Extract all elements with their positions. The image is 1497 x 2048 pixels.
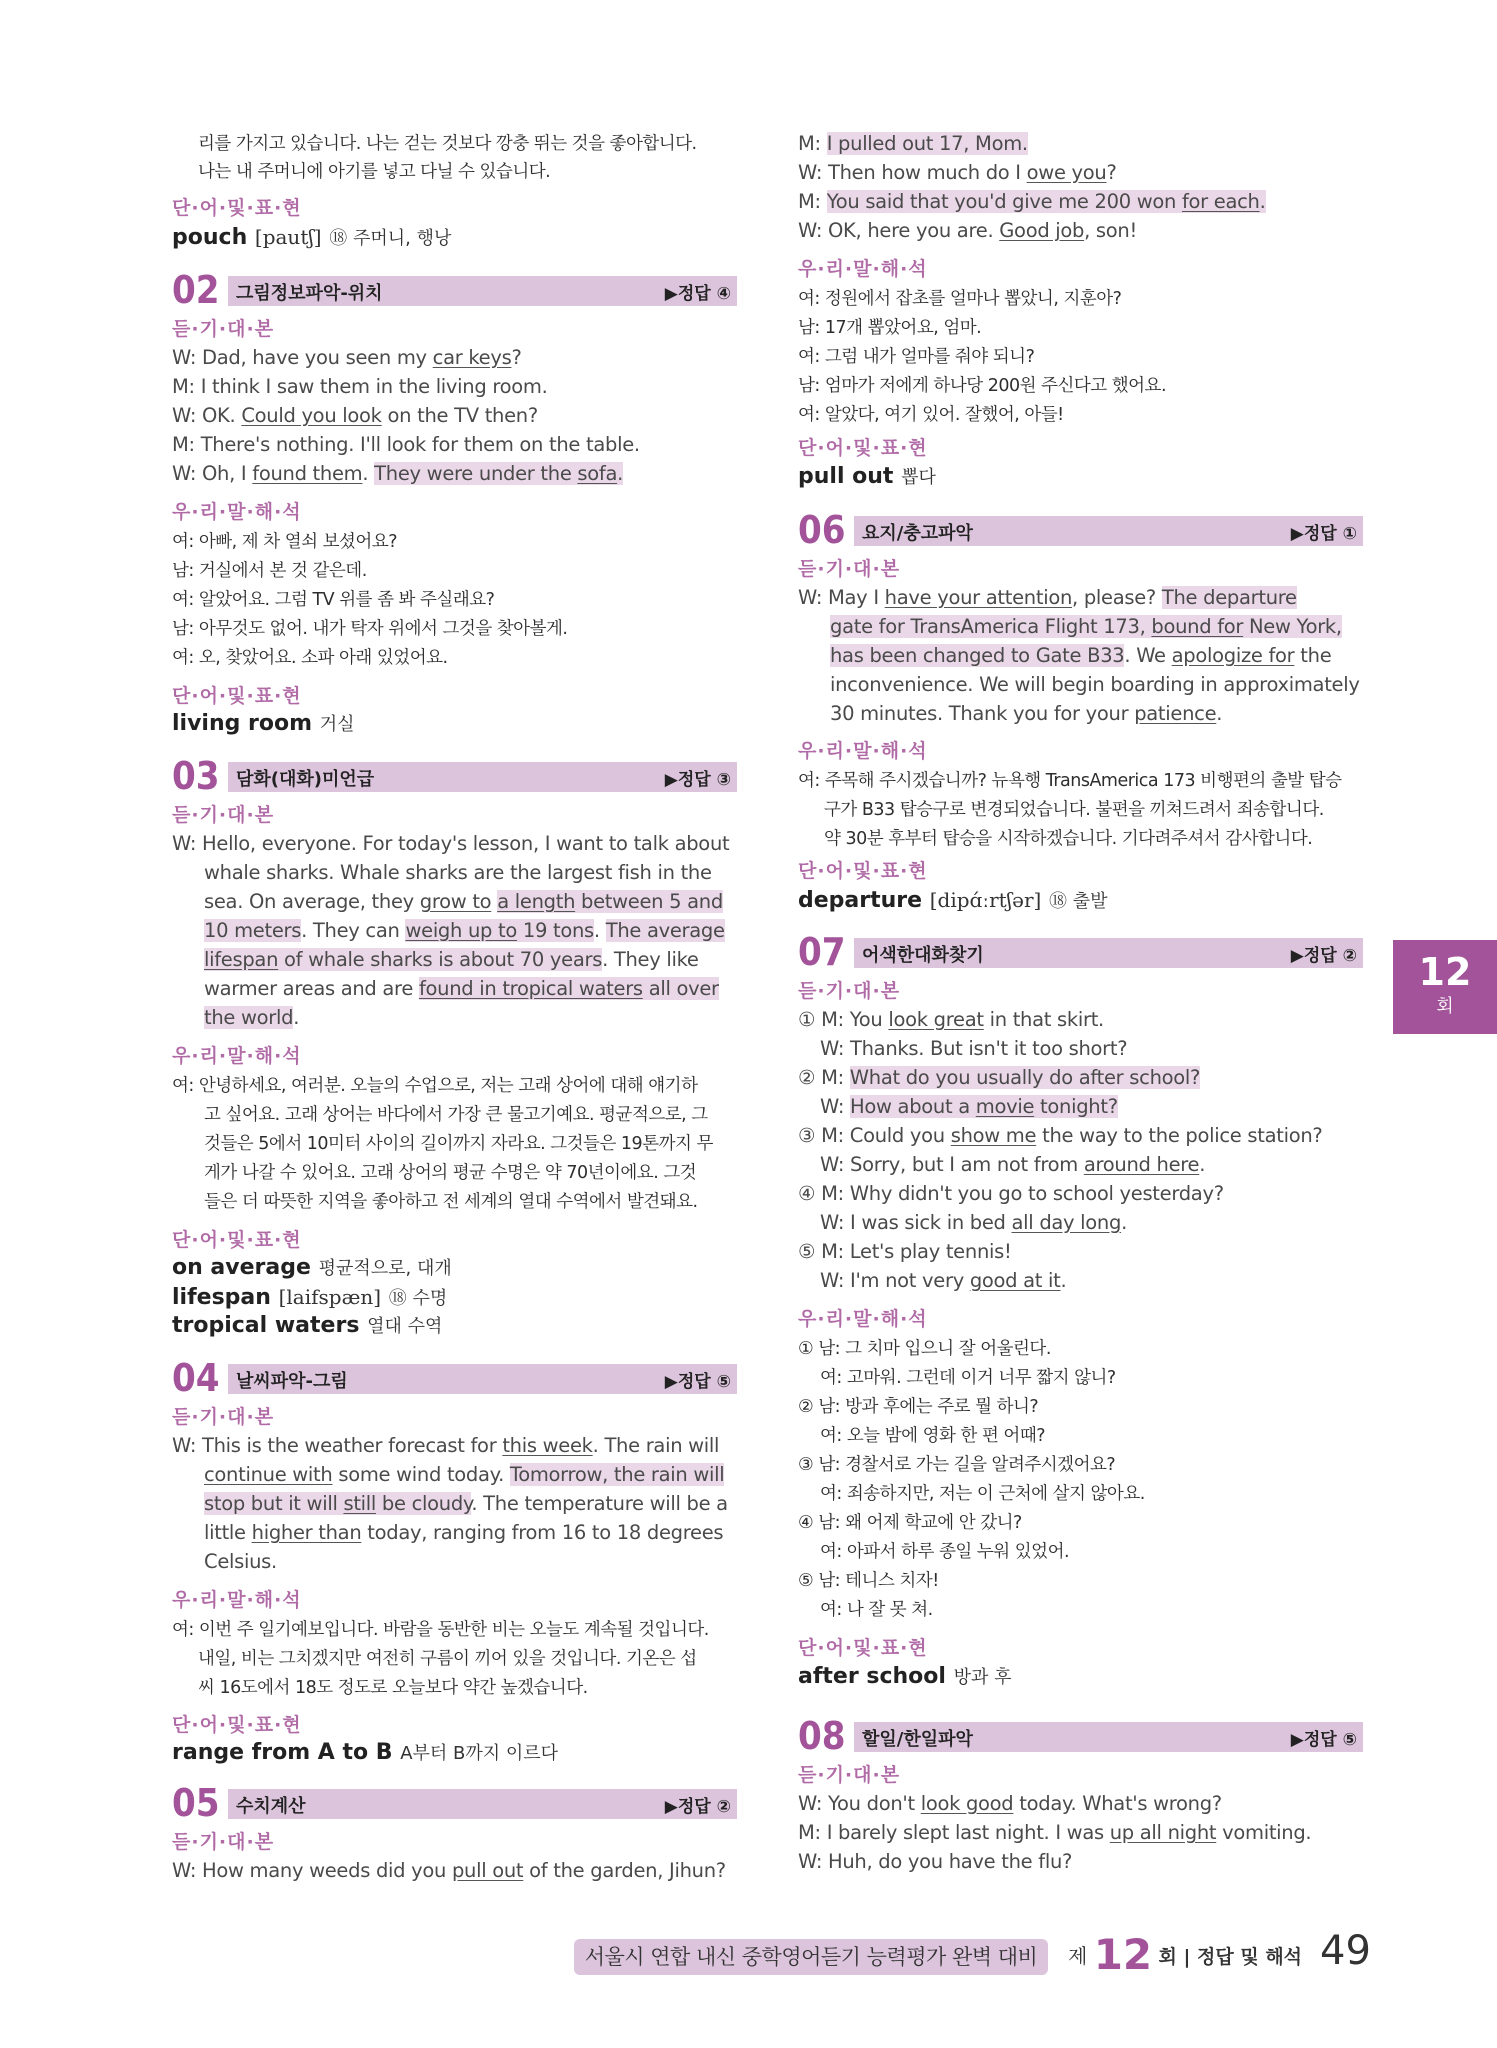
term-meaning: ⑱ 출발: [1048, 891, 1108, 912]
answer-label: ▶정답 ①: [1290, 524, 1357, 544]
footer-prefix: 제: [1068, 1944, 1088, 1968]
script-line: ④ M: Why didn't you go to school yesterday?: [798, 1182, 1224, 1205]
vocab-term: [172, 1311, 442, 1342]
script-line: M: I barely slept last night. I was up all night vomiting.: [798, 1821, 1312, 1844]
translation-line: 내일, 비는 그치겠지만 여전히 구름이 끼어 있을 것입니다. 기온은 섭: [198, 1649, 697, 1669]
answer-label: ▶정답 ②: [664, 1797, 731, 1817]
translation-heading: 우·리·말·해·석: [172, 501, 302, 523]
question-number: 04: [172, 1356, 220, 1400]
translation-line: 여: 주목해 주시겠습니까? 뉴욕행 TransAmerica 173 비행편의 출발 탑승: [798, 771, 1342, 791]
script-line: stop but it will still be cloudy. The temperature will be a: [204, 1492, 728, 1515]
footer-book-title: 서울시 연합 내신 중학영어듣기 능력평가 완벽 대비: [574, 1939, 1048, 1975]
script-line: W: I'm not very good at it.: [820, 1269, 1067, 1292]
term-word: living room: [172, 711, 313, 736]
translation-line: 여: 아파서 하루 종일 누워 있었어.: [820, 1542, 1070, 1562]
term-word: range from A to B: [172, 1740, 393, 1765]
vocab-term: [798, 462, 936, 493]
vocab-heading: 단·어·및·표·현: [172, 197, 302, 219]
translation-line: ① 남: 그 치마 입으니 잘 어울린다.: [798, 1339, 1051, 1359]
script-line: little higher than today, ranging from 16 to 18 degrees: [204, 1521, 724, 1544]
script-line: ③ M: Could you show me the way to the police station?: [798, 1124, 1323, 1147]
round-tab-number: 12: [1418, 950, 1472, 994]
translation-heading: 우·리·말·해·석: [172, 1045, 302, 1067]
question-type: 요지/충고파악: [862, 523, 973, 544]
script-line: Celsius.: [204, 1550, 277, 1573]
translation-heading: 우·리·말·해·석: [798, 1308, 928, 1330]
intro-ko-2: 나는 내 주머니에 아기를 넣고 다닐 수 있습니다.: [198, 162, 551, 182]
script-line: the world.: [204, 1006, 300, 1029]
question-number: 03: [172, 754, 220, 798]
vocab-heading: 단·어·및·표·현: [798, 1637, 928, 1659]
question-header-02: [172, 268, 737, 312]
term-word: on average: [172, 1255, 311, 1280]
question-band: [228, 1364, 737, 1394]
vocab-term: [172, 222, 451, 254]
script-line: has been changed to Gate B33. We apologize for the: [830, 644, 1332, 667]
footer-round-number: 12: [1093, 1930, 1153, 1979]
term-pron: [pautʃ]: [254, 225, 322, 249]
question-type: 어색한대화찾기: [862, 945, 984, 966]
script-line: W: How about a movie tonight?: [820, 1095, 1118, 1118]
term-meaning: 뽑다: [901, 467, 936, 488]
script-line: W: I was sick in bed all day long.: [820, 1211, 1127, 1234]
script-line: M: I pulled out 17, Mom.: [798, 132, 1028, 155]
script-line: W: Huh, do you have the flu?: [798, 1850, 1073, 1873]
question-band: [854, 938, 1363, 968]
script-line: W: You don't look good today. What's wrong?: [798, 1792, 1222, 1815]
translation-line: 고 싶어요. 고래 상어는 바다에서 가장 큰 물고기예요. 평균적으로, 그: [204, 1105, 708, 1125]
question-band: [854, 1722, 1363, 1752]
term-word: after school: [798, 1664, 946, 1689]
question-band: [854, 516, 1363, 546]
question-number: 08: [798, 1714, 846, 1758]
script-line: W: Thanks. But isn't it too short?: [820, 1037, 1128, 1060]
script-line: W: Oh, I found them. They were under the sofa.: [172, 462, 624, 485]
translation-line: ④ 남: 왜 어제 학교에 안 갔니?: [798, 1513, 1022, 1533]
term-word: pouch: [172, 225, 248, 250]
script-line: W: Hello, everyone. For today's lesson, I want to talk about: [172, 832, 730, 855]
script-line: 30 minutes. Thank you for your patience.: [830, 702, 1223, 725]
script-heading: 듣·기·대·본: [798, 980, 901, 1002]
vocab-term: [798, 1662, 1012, 1693]
term-word: departure: [798, 888, 923, 913]
question-header-04: [172, 1356, 737, 1400]
script-line: 10 meters. They can weigh up to 19 tons. The average: [204, 919, 725, 942]
script-line: whale sharks. Whale sharks are the largest fish in the: [204, 861, 712, 884]
vocab-heading: 단·어·및·표·현: [172, 1229, 302, 1251]
script-heading: 듣·기·대·본: [172, 804, 275, 826]
translation-line: ② 남: 방과 후에는 주로 뭘 하니?: [798, 1397, 1039, 1417]
translation-line: 여: 알았다, 여기 있어. 잘했어, 아들!: [798, 405, 1064, 425]
footer-round: [1068, 1930, 1302, 1979]
script-line: W: Then how much do I owe you?: [798, 161, 1117, 184]
translation-line: 남: 엄마가 저에게 하나당 200원 주신다고 했어요.: [798, 376, 1167, 396]
translation-line: 여: 오, 찾았어요. 소파 아래 있었어요.: [172, 648, 448, 668]
translation-line: 여: 오늘 밤에 영화 한 편 어때?: [820, 1426, 1046, 1446]
question-header-07: [798, 930, 1363, 974]
script-line: M: There's nothing. I'll look for them on the table.: [172, 433, 640, 456]
translation-heading: 우·리·말·해·석: [798, 258, 928, 280]
script-line: W: Dad, have you seen my car keys?: [172, 346, 522, 369]
script-line: W: Sorry, but I am not from around here.: [820, 1153, 1206, 1176]
vocab-term: [798, 885, 1107, 917]
translation-line: 들은 더 따뜻한 지역을 좋아하고 전 세계의 열대 수역에서 발견돼요.: [204, 1192, 698, 1212]
script-line: inconvenience. We will begin boarding in approximately: [830, 673, 1360, 696]
question-header-08: [798, 1714, 1363, 1758]
vocab-heading: 단·어·및·표·현: [172, 1714, 302, 1736]
script-line: gate for TransAmerica Flight 173, bound for New York,: [830, 615, 1342, 638]
script-line: ⑤ M: Let's play tennis!: [798, 1240, 1012, 1263]
answer-label: ▶정답 ⑤: [664, 1372, 731, 1392]
question-type: 담화(대화)미언급: [236, 769, 375, 790]
page-number: 49: [1320, 1928, 1371, 1974]
intro-ko-1: 리를 가지고 있습니다. 나는 걷는 것보다 깡충 뛰는 것을 좋아합니다.: [198, 134, 697, 154]
translation-line: 여: 안녕하세요, 여러분. 오늘의 수업으로, 저는 고래 상어에 대해 얘기하: [172, 1076, 698, 1096]
question-band: [228, 762, 737, 792]
vocab-term: [172, 1738, 558, 1769]
translation-line: 여: 아빠, 제 차 열쇠 보셨어요?: [172, 532, 398, 552]
script-line: warmer areas and are found in tropical waters all over: [204, 977, 719, 1000]
script-heading: 듣·기·대·본: [172, 1831, 275, 1853]
script-line: W: This is the weather forecast for this week. The rain will: [172, 1434, 720, 1457]
translation-line: 남: 아무것도 없어. 내가 탁자 위에서 그것을 찾아볼게.: [172, 619, 568, 639]
translation-line: ⑤ 남: 테니스 치자!: [798, 1571, 939, 1591]
term-meaning: ⑱ 주머니, 행낭: [329, 228, 452, 249]
vocab-term: [172, 709, 355, 740]
question-type: 그림정보파악-위치: [236, 283, 383, 304]
translation-line: ③ 남: 경찰서로 가는 길을 알려주시겠어요?: [798, 1455, 1116, 1475]
answer-label: ▶정답 ②: [1290, 946, 1357, 966]
question-header-03: [172, 754, 737, 798]
script-line: lifespan of whale sharks is about 70 years. They like: [204, 948, 699, 971]
question-band: [228, 276, 737, 306]
script-heading: 듣·기·대·본: [172, 1406, 275, 1428]
vocab-term: [172, 1282, 447, 1314]
translation-line: 남: 거실에서 본 것 같은데.: [172, 561, 367, 581]
answer-label: ▶정답 ④: [664, 284, 731, 304]
script-line: W: May I have your attention, please? The departure: [798, 586, 1297, 609]
answer-label: ▶정답 ③: [664, 770, 731, 790]
translation-line: 여: 그럼 내가 얼마를 줘야 되니?: [798, 347, 1035, 367]
vocab-heading: 단·어·및·표·현: [798, 437, 928, 459]
translation-line: 여: 고마워. 그런데 이거 너무 짧지 않니?: [820, 1368, 1116, 1388]
translation-line: 여: 정원에서 잡초를 얼마나 뽑았니, 지훈아?: [798, 289, 1122, 309]
question-number: 07: [798, 930, 846, 974]
script-line: continue with some wind today. Tomorrow, the rain will: [204, 1463, 725, 1486]
translation-line: 여: 죄송하지만, 저는 이 근처에 살지 않아요.: [820, 1484, 1145, 1504]
question-type: 할일/한일파악: [862, 1729, 973, 1750]
script-heading: 듣·기·대·본: [172, 318, 275, 340]
round-tab-label: 회: [1436, 996, 1454, 1017]
term-meaning: 열대 수역: [367, 1316, 443, 1337]
script-heading: 듣·기·대·본: [798, 558, 901, 580]
term-pron: [laifspæn]: [278, 1285, 382, 1309]
translation-line: 구가 B33 탑승구로 변경되었습니다. 불편을 끼쳐드려서 죄송합니다.: [824, 800, 1324, 820]
translation-line: 남: 17개 뽑았어요, 엄마.: [798, 318, 982, 338]
answer-label: ▶정답 ⑤: [1290, 1730, 1357, 1750]
term-word: pull out: [798, 464, 894, 489]
question-number: 05: [172, 1781, 220, 1825]
script-line: W: OK. Could you look on the TV then?: [172, 404, 538, 427]
term-meaning: 방과 후: [953, 1667, 1012, 1688]
question-number: 02: [172, 268, 220, 312]
translation-heading: 우·리·말·해·석: [172, 1589, 302, 1611]
question-type: 수치계산: [236, 1796, 306, 1817]
script-heading: 듣·기·대·본: [798, 1764, 901, 1786]
question-number: 06: [798, 508, 846, 552]
question-band: [228, 1789, 737, 1819]
translation-line: 여: 이번 주 일기예보입니다. 바람을 동반한 비는 오늘도 계속될 것입니다.: [172, 1620, 709, 1640]
question-header-06: [798, 508, 1363, 552]
round-side-tab: [1393, 940, 1497, 1034]
translation-line: 게가 나갈 수 있어요. 고래 상어의 평균 수명은 약 70년이에요. 그것: [204, 1163, 697, 1183]
term-meaning: ⑱ 수명: [388, 1288, 448, 1309]
script-line: M: I think I saw them in the living room.: [172, 375, 548, 398]
translation-line: 것들은 5에서 10미터 사이의 길이까지 자라요. 그것들은 19톤까지 무: [204, 1134, 713, 1154]
translation-line: 여: 나 잘 못 쳐.: [820, 1600, 933, 1620]
script-line: ② M: What do you usually do after school?: [798, 1066, 1201, 1089]
question-header-05: [172, 1781, 737, 1825]
term-meaning: 평균적으로, 대개: [318, 1258, 452, 1279]
translation-line: 씨 16도에서 18도 정도로 오늘보다 약간 높겠습니다.: [198, 1678, 588, 1698]
term-word: tropical waters: [172, 1313, 360, 1338]
translation-line: 약 30분 후부터 탑승을 시작하겠습니다. 기다려주셔서 감사합니다.: [824, 829, 1313, 849]
term-meaning: A부터 B까지 이르다: [400, 1743, 559, 1764]
term-pron: [dipɑ́ːrtʃər]: [929, 888, 1042, 912]
question-type: 날씨파악-그림: [236, 1371, 348, 1392]
script-line: sea. On average, they grow to a length between 5 and: [204, 890, 723, 913]
script-line: ① M: You look great in that skirt.: [798, 1008, 1104, 1031]
term-word: lifespan: [172, 1285, 271, 1310]
vocab-heading: 단·어·및·표·현: [798, 860, 928, 882]
footer-section: 회 | 정답 및 해석: [1158, 1946, 1303, 1968]
script-line: W: How many weeds did you pull out of the garden, Jihun?: [172, 1859, 726, 1882]
vocab-term: [172, 1253, 452, 1284]
script-line: W: OK, here you are. Good job, son!: [798, 219, 1137, 242]
script-line: M: You said that you'd give me 200 won for each.: [798, 190, 1266, 213]
term-meaning: 거실: [319, 714, 355, 735]
vocab-heading: 단·어·및·표·현: [172, 685, 302, 707]
translation-heading: 우·리·말·해·석: [798, 740, 928, 762]
translation-line: 여: 알았어요. 그럼 TV 위를 좀 봐 주실래요?: [172, 590, 495, 610]
